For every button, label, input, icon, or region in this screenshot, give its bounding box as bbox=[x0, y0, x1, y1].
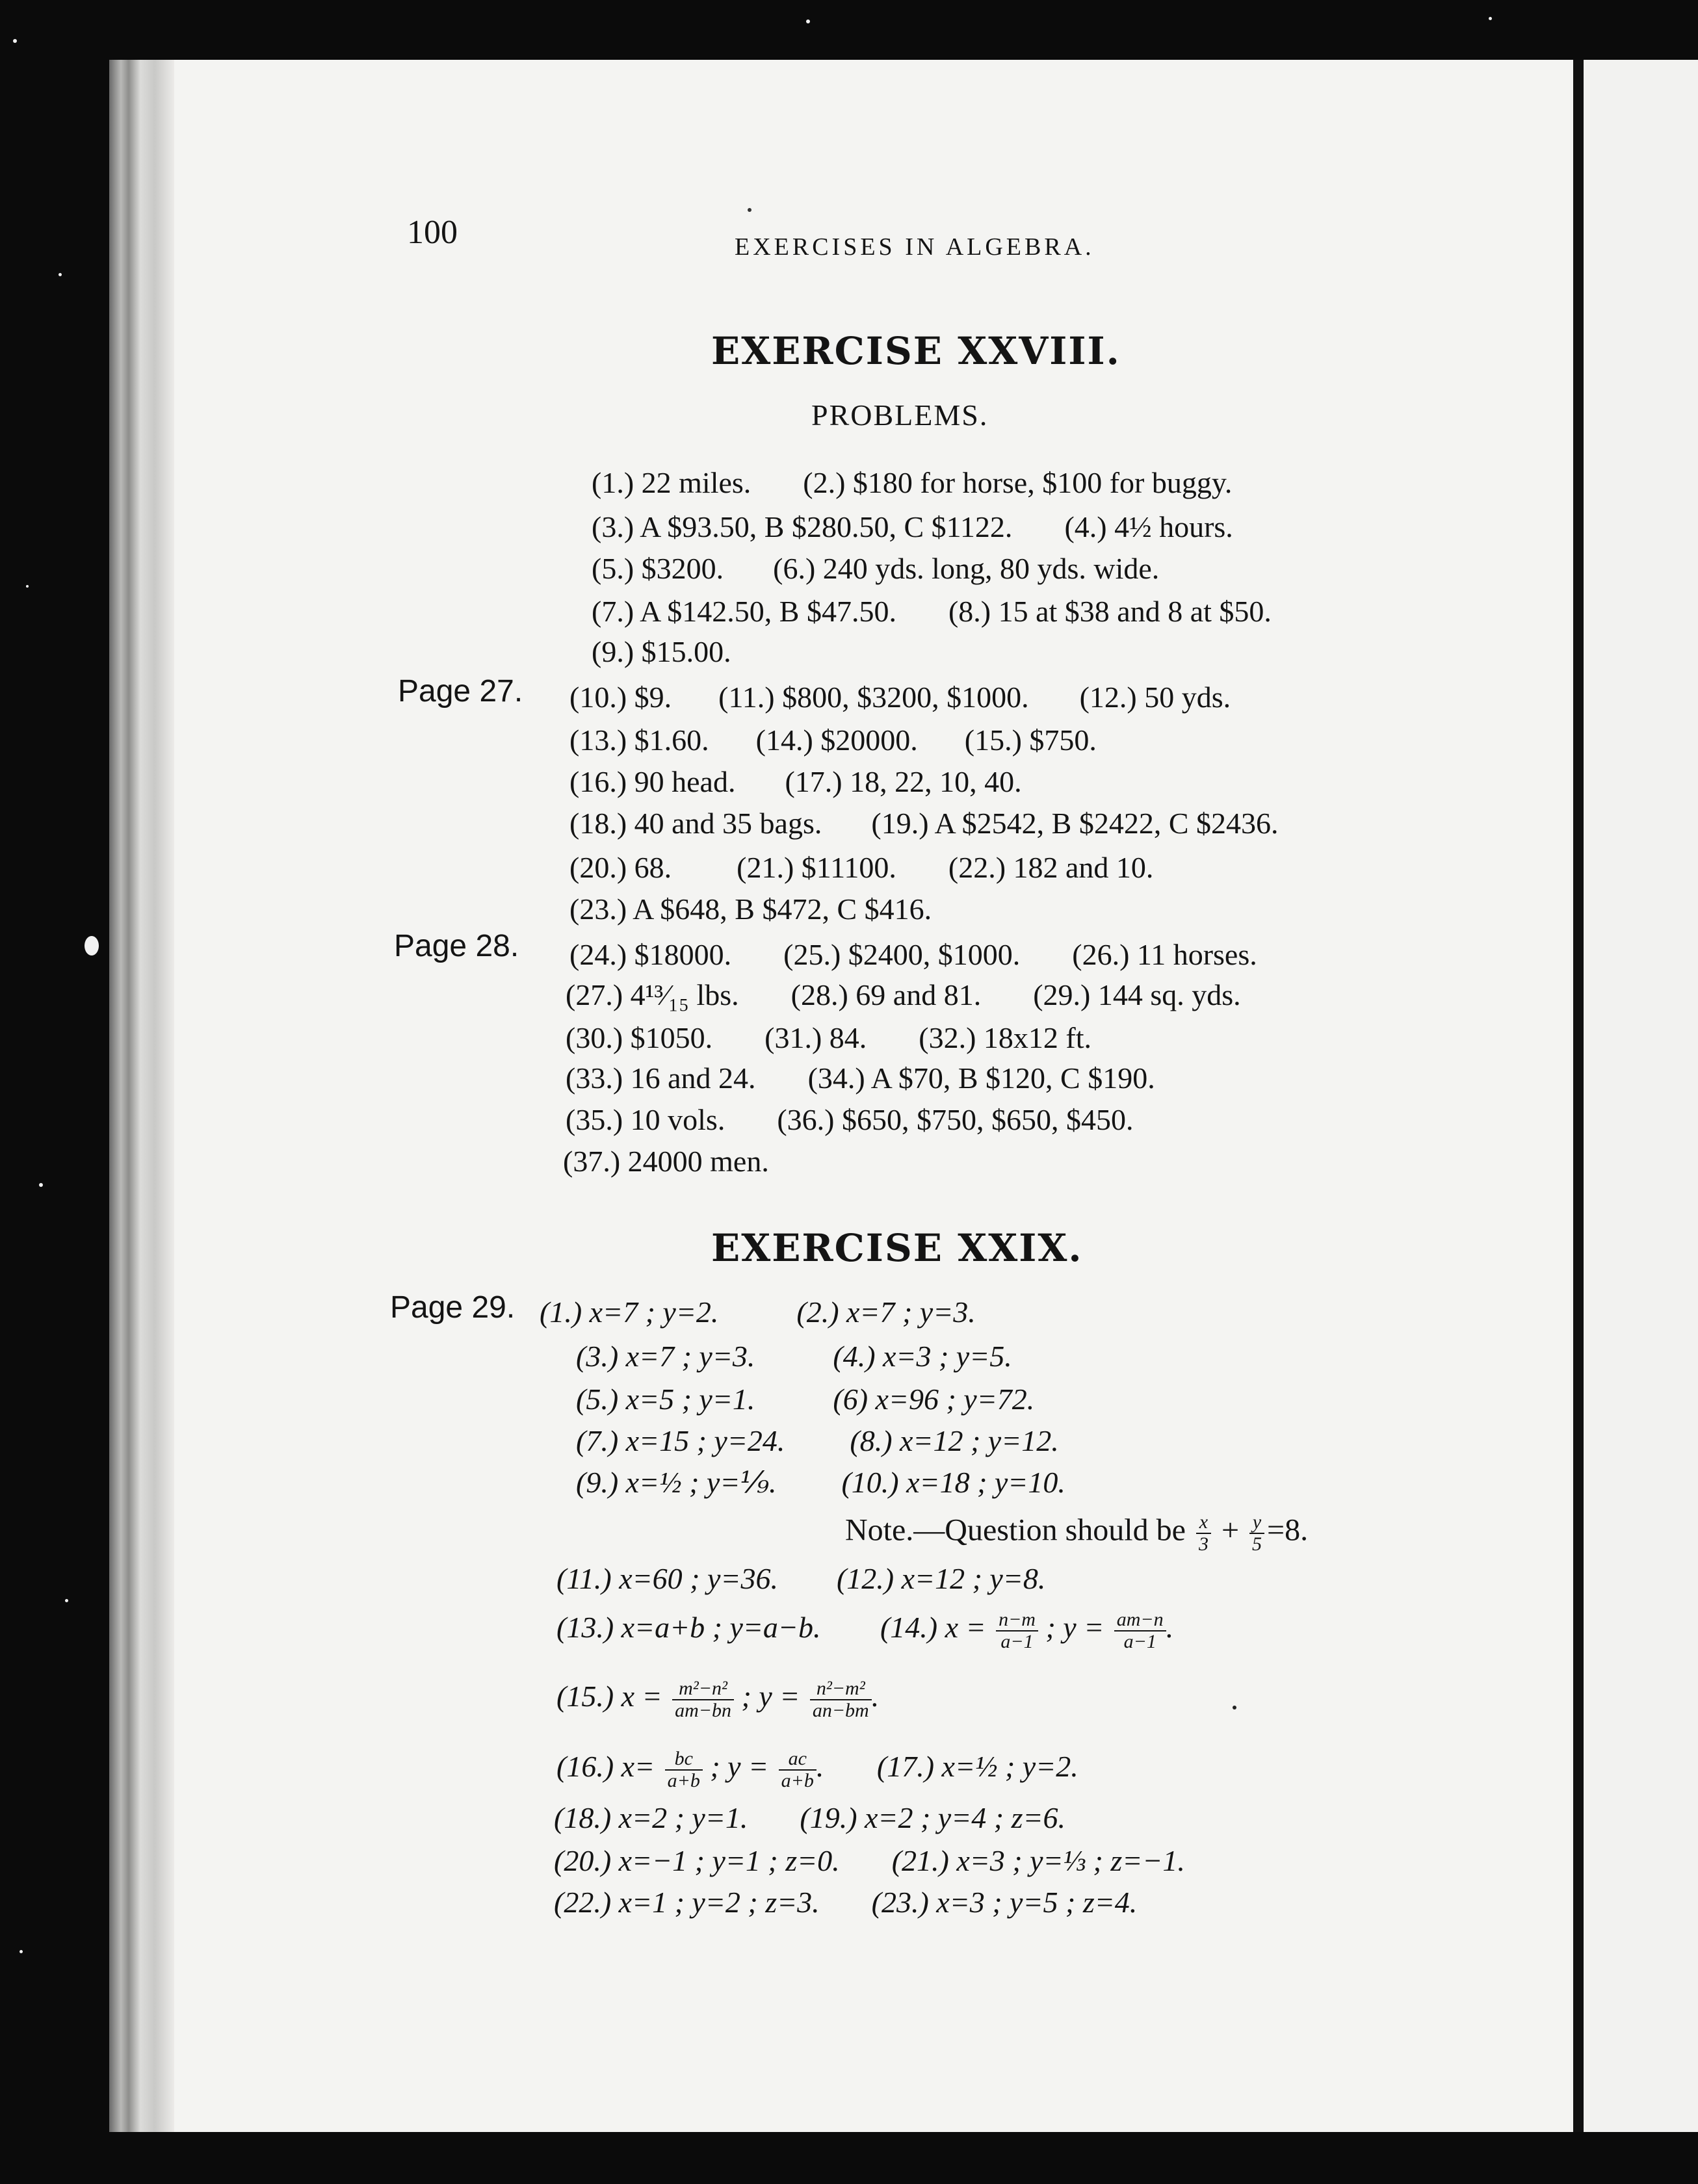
speck bbox=[65, 1599, 68, 1602]
exercise-28-subtitle: PROBLEMS. bbox=[811, 398, 989, 432]
answer-line: (7.) x=15 ; y=24. (8.) x=12 ; y=12. bbox=[576, 1424, 1059, 1457]
answer-line: (10.) $9. (11.) $800, $3200, $1000. (12.) 50 yds. bbox=[569, 681, 1231, 714]
answer-line: (33.) 16 and 24. (34.) A $70, B $120, C $190. bbox=[566, 1061, 1155, 1095]
answer-line: (3.) A $93.50, B $280.50, C $1122. (4.) 4½ hours. bbox=[592, 510, 1233, 543]
answer-line: (7.) A $142.50, B $47.50. (8.) 15 at $38 and 8 at $50. bbox=[592, 595, 1272, 628]
ink-dot bbox=[1233, 1706, 1236, 1710]
answer-line: (18.) x=2 ; y=1. (19.) x=2 ; y=4 ; z=6. bbox=[554, 1801, 1066, 1834]
page-label-27: Page 27. bbox=[398, 674, 523, 708]
page-number: 100 bbox=[407, 214, 458, 251]
answer-line: (27.) 4¹³⁄₁₅ lbs. (28.) 69 and 81. (29.) 144 sq. yds. bbox=[566, 978, 1241, 1011]
answer-line: (1.) 22 miles. (2.) $180 for horse, $100 for buggy. bbox=[592, 466, 1233, 499]
answer-line: (37.) 24000 men. bbox=[563, 1145, 769, 1178]
running-title: EXERCISES IN ALGEBRA. bbox=[735, 233, 1095, 261]
page-gutter bbox=[1573, 60, 1584, 2132]
answer-line: (9.) x=½ ; y=⅑. (10.) x=18 ; y=10. bbox=[576, 1466, 1065, 1499]
answer-line: (30.) $1050. (31.) 84. (32.) 18x12 ft. bbox=[566, 1021, 1092, 1054]
running-head bbox=[0, 0, 1698, 312]
speck bbox=[85, 936, 99, 956]
answer-line: (16.) 90 head. (17.) 18, 22, 10, 40. bbox=[569, 765, 1022, 798]
note-line: Note.—Question should be $\frac{x}{3}$ + $\frac{y}{5}$ =8. bbox=[845, 1511, 1309, 1555]
answer-line: (5.) $3200. (6.) 240 yds. long, 80 yds. wide. bbox=[592, 552, 1160, 585]
exercise-29-title: EXERCISE XXIX. bbox=[711, 1226, 1083, 1270]
answer-line: (24.) $18000. (25.) $2400, $1000. (26.) 11 horses. bbox=[569, 938, 1257, 971]
speck bbox=[26, 585, 29, 588]
speck bbox=[20, 1950, 23, 1953]
speck bbox=[39, 1183, 43, 1187]
answer-line: (1.) x=7 ; y=2. (2.) x=7 ; y=3. bbox=[540, 1295, 976, 1329]
page-label-29: Page 29. bbox=[390, 1290, 516, 1325]
page-edge bbox=[109, 60, 174, 2132]
answer-line: (9.) $15.00. bbox=[592, 635, 731, 668]
answer-line: (5.) x=5 ; y=1. (6) x=96 ; y=72. bbox=[576, 1383, 1035, 1416]
answer-line: (3.) x=7 ; y=3. (4.) x=3 ; y=5. bbox=[576, 1340, 1012, 1373]
next-page-sliver bbox=[1584, 60, 1698, 2132]
answer-line: (20.) x=−1 ; y=1 ; z=0. (21.) x=3 ; y=⅓ ; z=−1. bbox=[554, 1844, 1185, 1877]
answer-line: (23.) A $648, B $472, C $416. bbox=[569, 892, 932, 926]
answer-line: (18.) 40 and 35 bags. (19.) A $2542, B $2422, C $2436. bbox=[569, 807, 1279, 840]
answer-line: (11.) x=60 ; y=36. (12.) x=12 ; y=8. bbox=[556, 1562, 1046, 1595]
answer-line: (20.) 68. (21.) $11100. (22.) 182 and 10. bbox=[569, 851, 1154, 884]
exercise-28-title: EXERCISE XXVIII. bbox=[711, 329, 1121, 373]
answer-line: (16.) x= $\frac{bc}{a+b}$ ; y = $\frac{ac}{a+b}$ . (17.) x=½ ; y=2. bbox=[556, 1748, 1078, 1791]
answer-line: (13.) $1.60. (14.) $20000. (15.) $750. bbox=[569, 723, 1097, 757]
ink-dot bbox=[748, 208, 751, 212]
answer-line: (13.) x=a+b ; y=a−b. (14.) x = $\frac{n-m}{a-1}$ ; y = $\frac{am-n}{a-1}$ . bbox=[556, 1609, 1174, 1652]
answer-line: (35.) 10 vols. (36.) $650, $750, $650, $450. bbox=[566, 1103, 1134, 1136]
answer-line: (15.) x = $\frac{\text{m²−n²}}{am-bn}$ ; y = $\frac{\text{n²−m²}}{an-bm}$ . bbox=[556, 1678, 880, 1721]
page-label-28: Page 28. bbox=[394, 929, 519, 963]
answer-line: (22.) x=1 ; y=2 ; z=3. (23.) x=3 ; y=5 ; z=4. bbox=[554, 1886, 1138, 1919]
